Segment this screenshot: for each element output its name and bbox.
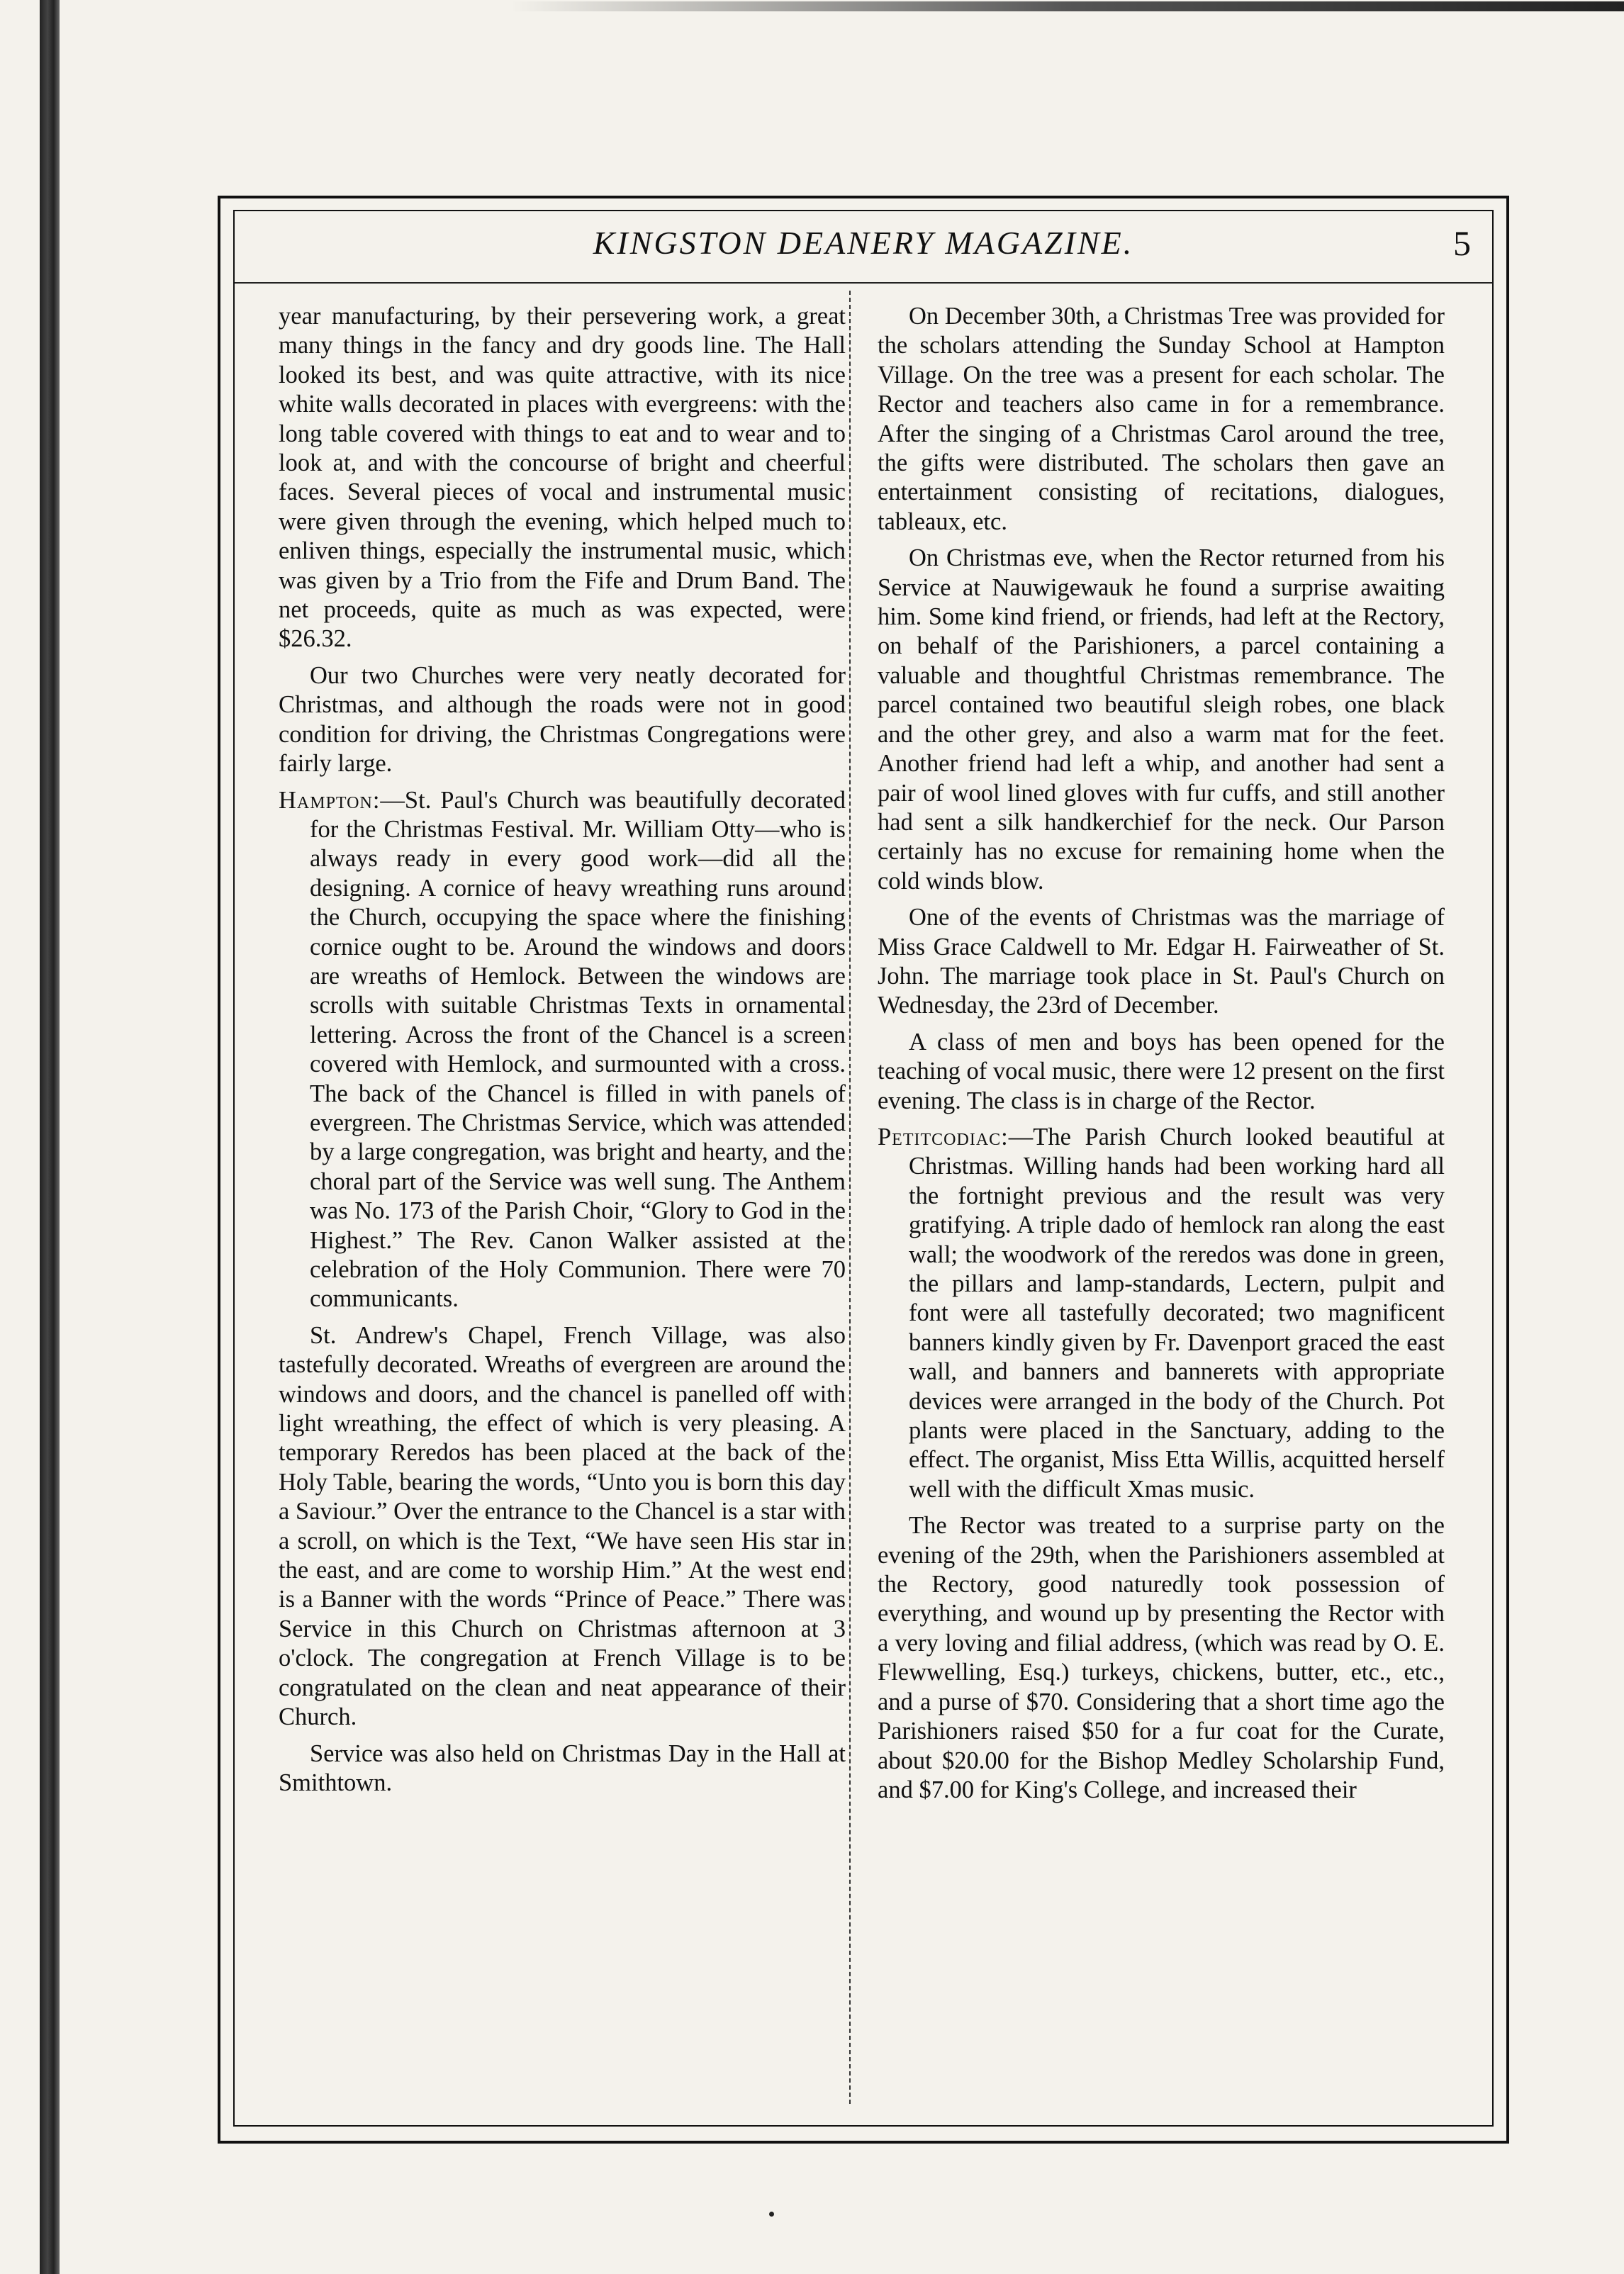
paragraph: Service was also held on Christmas Day in the Hall at Smithtown.: [279, 1740, 846, 1796]
stray-mark: [769, 2212, 774, 2217]
header-rule: [235, 282, 1492, 284]
paragraph: Our two Churches were very neatly decorated for Christmas, and although the roads were not in good condition for driving, the Christmas Congregations were fairly large.: [279, 661, 846, 778]
paragraph-text: —The Parish Church looked beautiful at Christmas. Willing hands had been working hard all the fortnight previous and the result was very gratifying. A triple dado of hemlock ran along the east wall; the woodwork of the reredos was done in green, the pillars and lamp-standards, Lectern, pulpit and font were all tastefully decorated; two magnificent banners kindly given by Fr. Davenport graced the east wall, and banners and bannerets with appropriate devices were arranged in the body of the Church. Pot plants were placed in the Sanctuary, adding to the effect. The organist, Miss Etta Willis, acquitted herself well with the difficult Xmas music.: [909, 1123, 1445, 1503]
paragraph-hampton: [279, 786, 846, 1314]
page-inner-frame: [233, 210, 1494, 2127]
top-scan-edge: [510, 1, 1624, 11]
page-frame: [218, 196, 1509, 2144]
paragraph: year manufacturing, by their persevering work, a great many things in the fancy and dry goods line. The Hall looked its best, and was quite attractive, with its nice white walls decorated in places with evergreens: with the long table covered with things to eat and to wear and to look at, and with the concourse of bright and cheerful faces. Several pieces of vocal and instrumental music were given through the evening, which helped much to enliven things, especially the instrumental music, which was given by a Trio from the Fife and Drum Band. The net proceeds, quite as much as was expected, were $26.32.: [279, 303, 846, 653]
book-binding-edge: [40, 0, 60, 2274]
paragraph-petitcodiac: [878, 1123, 1445, 1504]
paragraph: St. Andrew's Chapel, French Village, was also tastefully decorated. Wreaths of evergreen are around the windows and doors, and the chancel is panelled off with light wreathing, the effect of which is very pleasing. A temporary Reredos has been placed at the back of the Holy Table, bearing the words, “Unto you is born this day a Saviour.” Over the entrance to the Chancel is a star with a scroll, on which is the Text, “We have seen His star in the east, and are come to worship Him.” At the west end is a Banner with the words “Prince of Peace.” There was Service in this Church on Christmas afternoon at 3 o'clock. The congregation at French Village is to be congratulated on the clean and neat appearance of their Church.: [279, 1321, 846, 1731]
magazine-title: KINGSTON DEANERY MAGAZINE.: [593, 225, 1134, 261]
paragraph: On Christmas eve, when the Rector returned from his Service at Nauwigewauk he found a surprise awaiting him. Some kind friend, or friends, had left at the Rectory, on behalf of the Parishioners, a parcel containing a valuable and thoughtful Christmas remembrance. The parcel contained two beautiful sleigh robes, one black and the other grey, and also a warm mat for the feet. Another friend had left a whip, and another had sent a pair of wool lined gloves with fur cuffs, and still another had sent a silk handkerchief for the neck. Our Parson certainly has no excuse for remaining home when the cold winds blow.: [878, 544, 1445, 895]
paragraph: A class of men and boys has been opened for the teaching of vocal music, there were 12 present on the first evening. The class is in charge of the Rector.: [878, 1028, 1445, 1114]
right-column: [878, 302, 1445, 1812]
paragraph: On December 30th, a Christmas Tree was provided for the scholars attending the Sunday School at Hampton Village. On the tree was a present for each scholar. The Rector and teachers also came in for a remembrance. After the singing of a Christmas Carol around the tree, the gifts were distributed. The scholars then gave an entertainment consisting of recitations, dialogues, tableaux, etc.: [878, 303, 1445, 535]
page-number: 5: [1453, 223, 1471, 263]
running-header: [235, 211, 1492, 278]
section-heading-petitcodiac: Petitcodiac:: [878, 1123, 1009, 1150]
column-divider: [849, 291, 851, 2104]
paragraph: The Rector was treated to a surprise party on the evening of the 29th, when the Parishioners assembled at the Rectory, good naturedly took possession of everything, and wound up by presenting the Rector with a very loving and filial address, (which was read by O. E. Flewwelling, Esq.) turkeys, chickens, butter, etc., etc., and a purse of $70. Considering that a short time ago the Parishioners raised $50 for a fur coat for the Curate, about $20.00 for the Bishop Medley Scholarship Fund, and $7.00 for King's College, and increased their: [878, 1512, 1445, 1803]
section-heading-hampton: Hampton:: [279, 786, 381, 814]
paragraph-text: —St. Paul's Church was beautifully decorated for the Christmas Festival. Mr. William Otty—who is always ready in every good work—did all the designing. A cornice of heavy wreathing runs around the Church, occupying the space where the finishing cornice ought to be. Around the windows and doors are wreaths of Hemlock. Between the windows are scrolls with suitable Christmas Texts in ornamental lettering. Across the front of the Chancel is a screen covered with Hemlock, and surmounted with a cross. The back of the Chancel is filled in with panels of evergreen. The Christmas Service, which was attended by a large congregation, was bright and hearty, and the choral part of the Service was well sung. The Anthem was No. 173 of the Parish Choir, “Glory to God in the Highest.” The Rev. Canon Walker assisted at the celebration of the Holy Communion. There were 70 communicants.: [310, 786, 846, 1313]
paragraph: One of the events of Christmas was the marriage of Miss Grace Caldwell to Mr. Edgar H. Fairweather of St. John. The marriage took place in St. Paul's Church on Wednesday, the 23rd of December.: [878, 904, 1445, 1019]
left-column: [279, 302, 846, 1805]
